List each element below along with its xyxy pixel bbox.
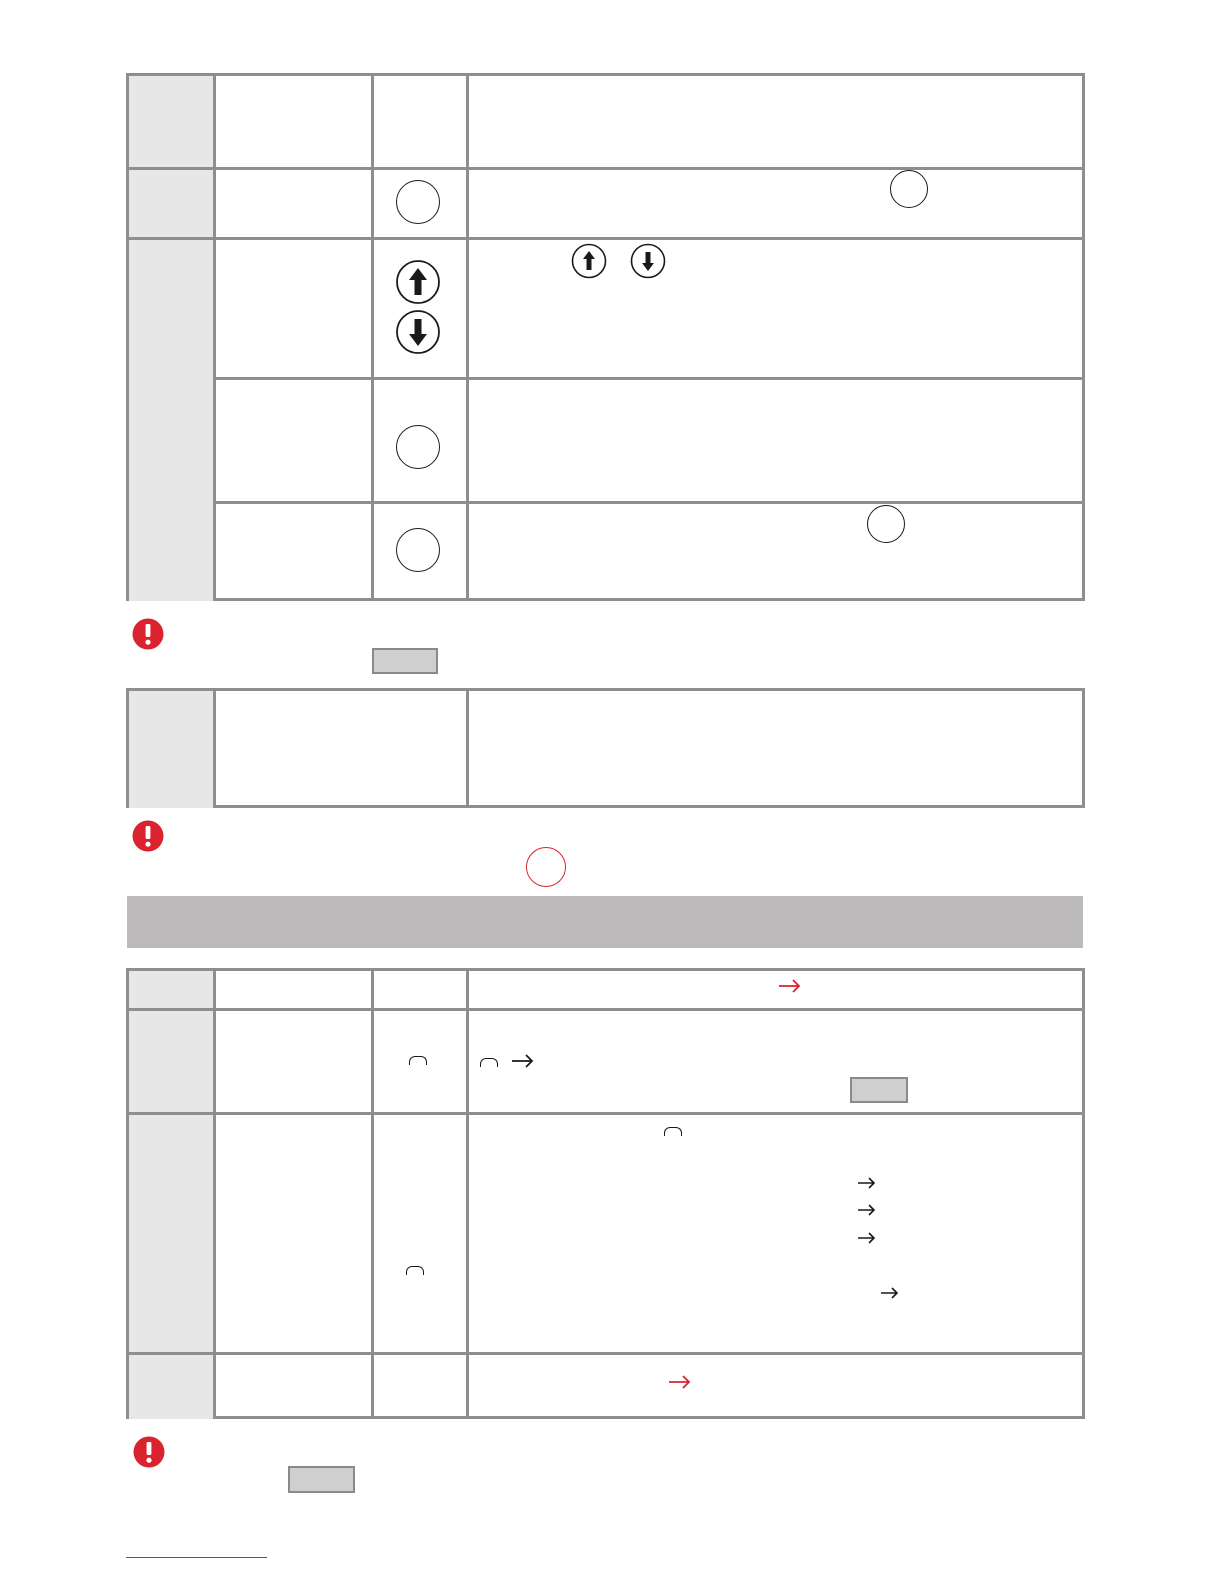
rowB-desc-cell xyxy=(469,1011,1085,1115)
rowD-label-cell xyxy=(129,1355,216,1419)
rowA-name-cell xyxy=(216,971,374,1011)
red-right-arrow-icon xyxy=(778,978,802,994)
up-arrow-circle-icon xyxy=(395,259,441,305)
red-circle-button-icon xyxy=(526,847,566,887)
down-arrow-circle-icon xyxy=(395,309,441,355)
warning-icon xyxy=(132,618,164,650)
circle-button-icon xyxy=(396,528,440,572)
gray-key-icon xyxy=(850,1077,908,1103)
row5-name-cell xyxy=(216,504,374,601)
settings-table-middle xyxy=(126,688,1085,808)
bracket-key-icon xyxy=(409,1056,427,1065)
right-arrow-icon xyxy=(857,1176,877,1190)
gray-key-icon xyxy=(288,1466,355,1493)
row1-key-cell xyxy=(374,76,469,170)
right-arrow-icon xyxy=(857,1231,877,1245)
rowC-key-cell xyxy=(374,1115,469,1355)
warning-icon xyxy=(132,820,164,852)
row2-label-cell xyxy=(129,170,216,240)
rowA-desc-cell xyxy=(469,971,1085,1011)
rowD-desc-cell xyxy=(469,1355,1085,1419)
bracket-key-icon xyxy=(664,1127,682,1136)
middle-desc-cell xyxy=(469,691,1085,808)
rowC-desc-cell xyxy=(469,1115,1085,1355)
rowC-name-cell xyxy=(216,1115,374,1355)
right-arrow-icon xyxy=(857,1203,877,1217)
circle-button-icon xyxy=(396,180,440,224)
down-arrow-circle-icon xyxy=(630,243,666,279)
circle-button-icon xyxy=(890,170,928,208)
rowA-key-cell xyxy=(374,971,469,1011)
row2-desc-cell xyxy=(469,170,1085,240)
row3-5-label-cell xyxy=(129,240,216,601)
rowD-key-cell xyxy=(374,1355,469,1419)
row5-desc-cell xyxy=(469,504,1085,601)
rowB-label-cell xyxy=(129,1011,216,1115)
rowB-name-cell xyxy=(216,1011,374,1115)
row4-desc-cell xyxy=(469,380,1085,504)
row3-name-cell xyxy=(216,240,374,380)
up-arrow-circle-icon xyxy=(571,243,607,279)
red-right-arrow-icon xyxy=(668,1374,692,1390)
row3-desc-cell xyxy=(469,240,1085,380)
section-banner xyxy=(127,896,1083,948)
warning-icon xyxy=(133,1436,165,1468)
row2-name-cell xyxy=(216,170,374,240)
middle-label-cell xyxy=(129,691,216,808)
rowA-label-cell xyxy=(129,971,216,1011)
middle-name-cell xyxy=(216,691,469,808)
rowD-name-cell xyxy=(216,1355,374,1419)
row1-name-cell xyxy=(216,76,374,170)
gray-key-icon xyxy=(372,648,438,674)
row1-label-cell xyxy=(129,76,216,170)
footer-link[interactable] xyxy=(126,1557,267,1558)
row1-desc-cell xyxy=(469,76,1085,170)
rowC-label-cell xyxy=(129,1115,216,1355)
settings-table-bottom xyxy=(126,968,1085,1419)
right-arrow-icon xyxy=(511,1053,535,1069)
right-arrow-icon xyxy=(880,1286,900,1300)
bracket-key-icon xyxy=(480,1058,498,1067)
circle-button-icon xyxy=(867,505,905,543)
settings-table-top xyxy=(126,73,1085,601)
row4-name-cell xyxy=(216,380,374,504)
bracket-key-icon xyxy=(406,1266,424,1275)
circle-button-icon xyxy=(396,425,440,469)
